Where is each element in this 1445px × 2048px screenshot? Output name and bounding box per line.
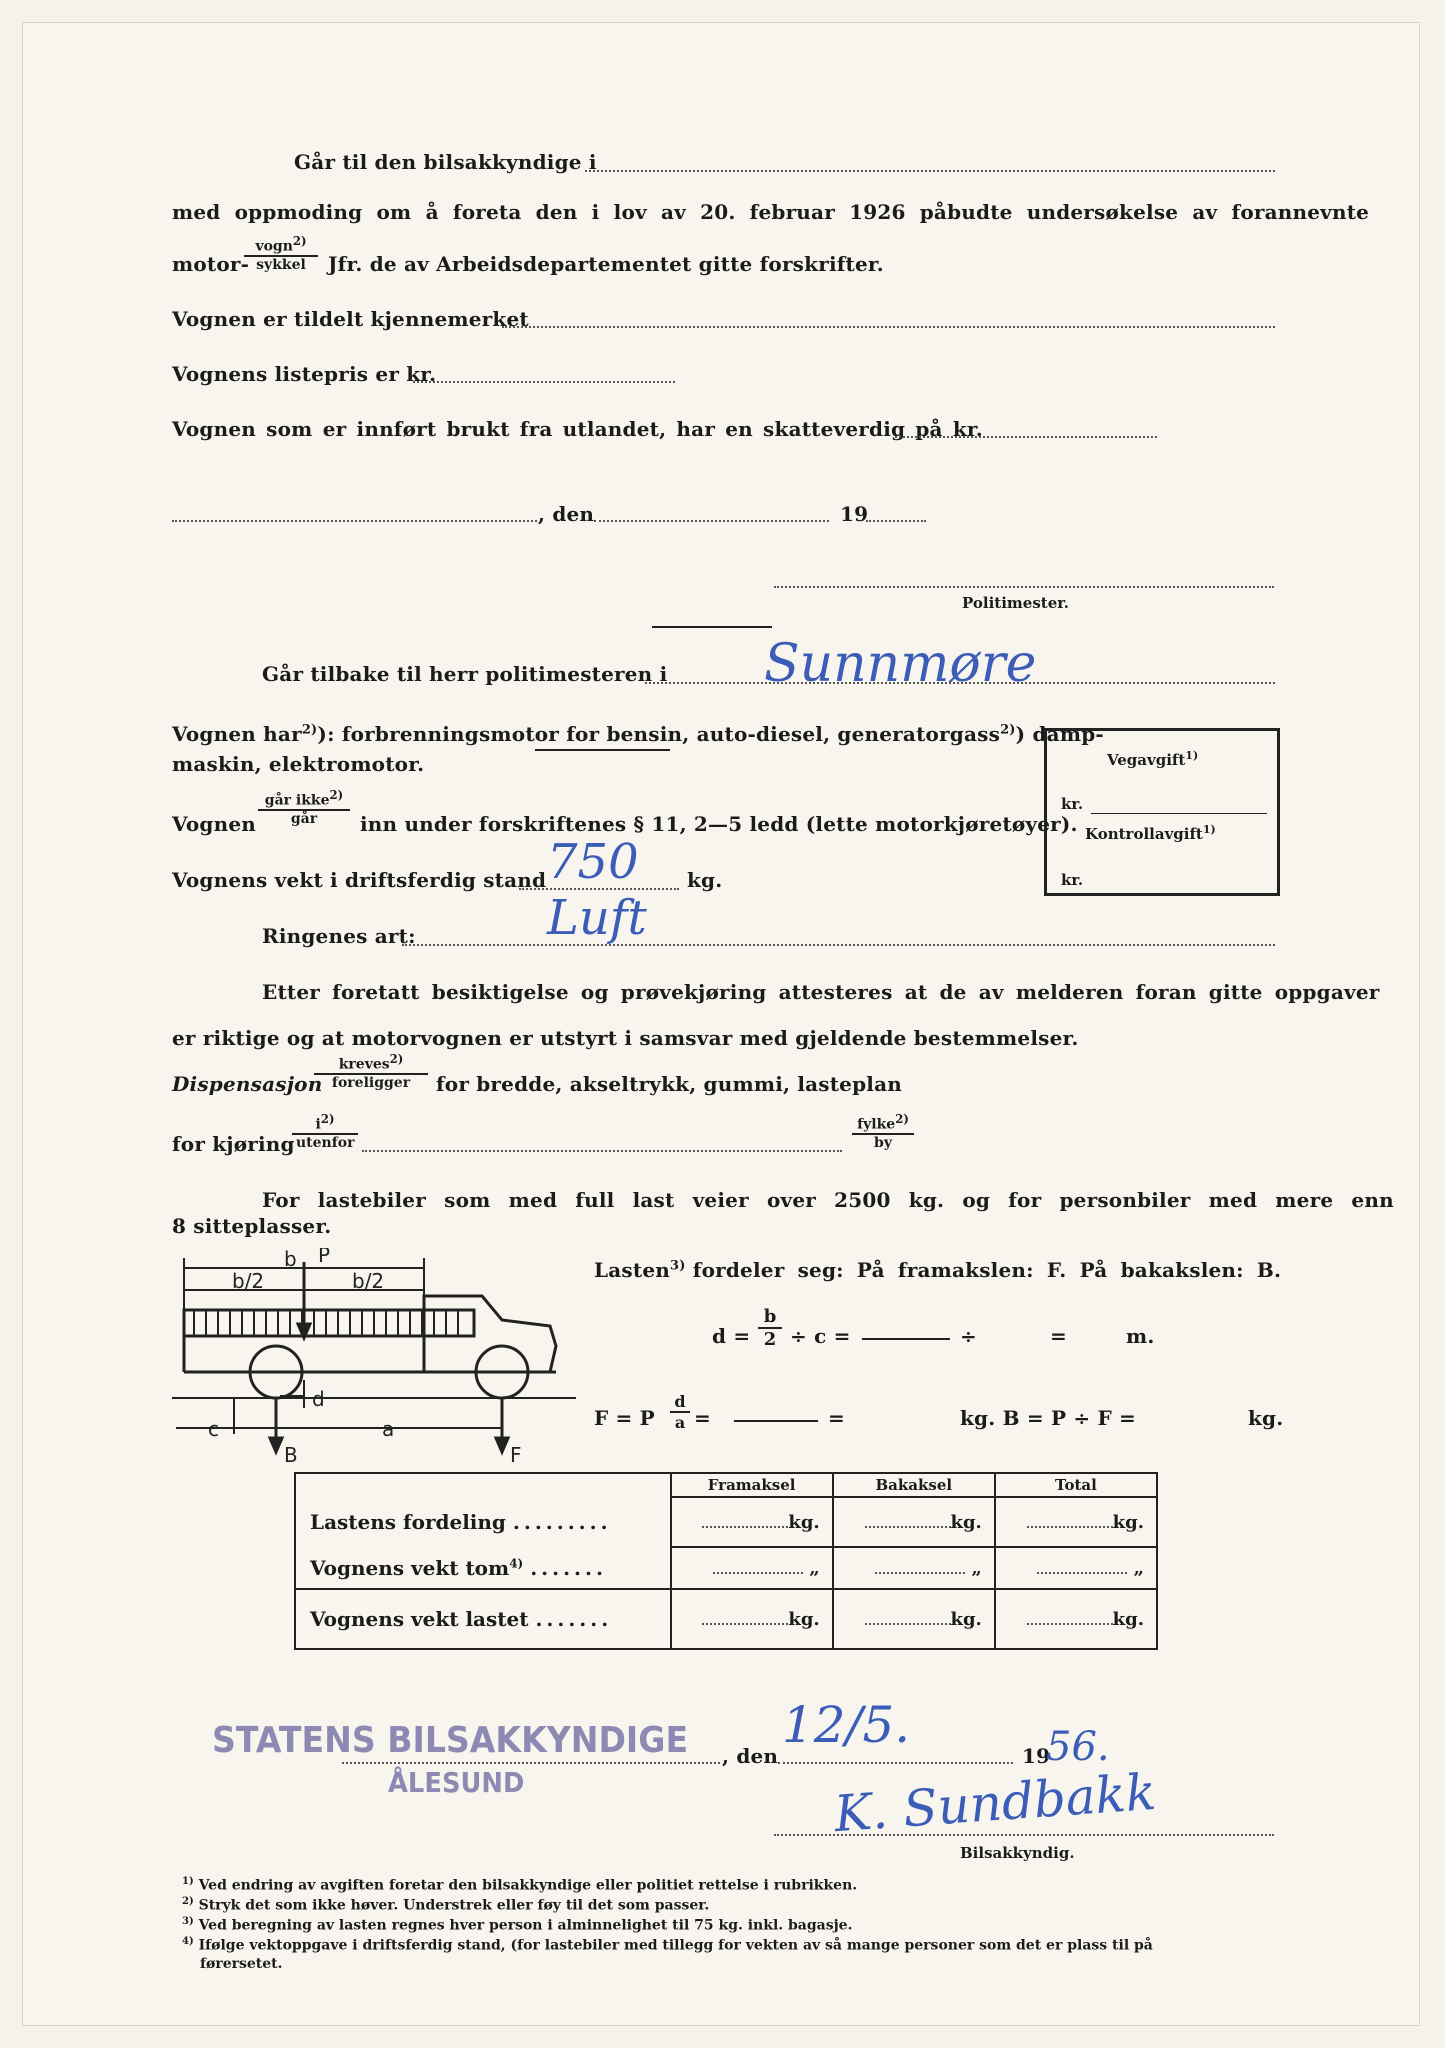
vognen-label: Vognen [172, 812, 257, 836]
kg-B-label: kg. B = P ÷ F = [960, 1406, 1136, 1430]
header-bakaksel: Bakaksel [833, 1473, 995, 1497]
handwritten-place: Sunnmøre [764, 634, 1037, 694]
oppmoding-line: med oppmoding om å foreta den i lov av 20. februar 1926 påbudte undersøkelse av forannevnte [172, 200, 1370, 224]
header-total: Total [995, 1473, 1157, 1497]
year-field[interactable] [866, 520, 926, 522]
fee-box [1044, 728, 1280, 896]
label-P: P [318, 1248, 331, 1267]
row-label: Lastens fordeling ......... [295, 1497, 671, 1547]
minus-c-label: ÷ c = [790, 1324, 851, 1348]
sign-year-handwritten: 56. [1046, 1724, 1110, 1770]
truck-cab [424, 1296, 556, 1372]
cell-framaksel[interactable]: „ [671, 1547, 833, 1589]
motor-prefix: motor- [172, 252, 250, 276]
cell-bakaksel[interactable]: „ [833, 1547, 995, 1589]
row-label: Vognens vekt tom$^{4)}$ ....... [295, 1547, 671, 1589]
vekt-label: Vognens vekt i driftsferdig stand [172, 868, 547, 892]
cell-total[interactable]: kg. [995, 1497, 1157, 1547]
sign-date-handwritten: 12/5. [782, 1696, 911, 1754]
F-eq-label: F = P [594, 1406, 655, 1430]
eq-sign-2: = [828, 1406, 845, 1430]
reaction-B-arrow [270, 1438, 282, 1452]
dispensasjon-label: Dispensasjon [172, 1072, 323, 1096]
sign-den-label: , den [722, 1744, 779, 1768]
load-distribution-table [294, 1472, 1158, 1650]
den-label: , den [538, 502, 595, 526]
header-framaksel: Framaksel [671, 1473, 833, 1497]
kontrollavgift-kr: kr. [1061, 871, 1084, 889]
form-sheet [22, 22, 1420, 2026]
F-value-line[interactable] [734, 1420, 818, 1422]
gaar-til-field[interactable] [585, 170, 1275, 172]
truck-load-diagram [172, 1248, 592, 1468]
lasten-line: Lasten$^{3)}$ fordeler seg: På framakslen: F. På bakakslen: B. [594, 1258, 1282, 1282]
vegavgift-field[interactable] [1091, 813, 1267, 814]
table-row [295, 1589, 1157, 1649]
bilsakkyndig-label: Bilsakkyndig. [960, 1844, 1075, 1862]
innfort-field[interactable] [895, 436, 1157, 438]
label-a: a [382, 1417, 395, 1441]
footnote-4: $^{4)}$ Ifølge vektoppgave i driftsferdig stand, (for lastebiler med tillegg for vekten av så mange personer som det er plass til på [182, 1936, 1153, 1954]
table-row [295, 1497, 1157, 1547]
year-prefix: 19 [840, 502, 869, 526]
gaar-til-label: Går til den bilsakkyndige i [294, 150, 597, 174]
d-over-a-fraction: $\frac{d}{a}$ [670, 1392, 690, 1432]
label-B: B [284, 1443, 298, 1467]
cell-bakaksel[interactable]: kg. [833, 1589, 995, 1649]
kjennemerke-field[interactable] [502, 326, 1275, 328]
innfort-label: Vognen som er innført brukt fra utlandet, har en skatteverdig på kr. [172, 417, 983, 441]
cell-framaksel[interactable]: kg. [671, 1589, 833, 1649]
footnote-2: $^{2)}$ Stryk det som ikke høver. Understrek eller føy til det som passer. [182, 1896, 710, 1914]
ringenes-label: Ringenes art: [262, 924, 416, 948]
ringenes-handwritten: Luft [547, 890, 647, 946]
vekt-handwritten: 750 [547, 834, 639, 890]
d-value-line[interactable] [862, 1338, 950, 1340]
kjoring-field[interactable] [362, 1150, 842, 1152]
kreves-fraction: kreves$^{2)}$ foreligger [314, 1052, 428, 1091]
kontrollavgift-label: Kontrollavgift$^{1)}$ [1085, 823, 1216, 843]
footnote-4-continued: førersetet. [200, 1956, 283, 1972]
vognen-har-line: Vognen har$^{2)}$): forbrenningsmotor for bensin, auto-diesel, generatorgass$^{2)}$) damp- [172, 722, 1104, 746]
for-kjoring-label: for kjøring [172, 1132, 295, 1156]
label-F: F [510, 1443, 522, 1467]
underline-for-bensin [535, 749, 670, 751]
vegavgift-label: Vegavgift$^{1)}$ [1107, 749, 1199, 769]
reaction-F-arrow [496, 1438, 508, 1452]
place-field[interactable] [172, 520, 537, 522]
div-sign: ÷ [960, 1324, 977, 1348]
gaar-fraction: går ikke$^{2)}$ går [258, 788, 350, 827]
F-eq-tail: = [694, 1406, 711, 1430]
label-b2-right: b/2 [352, 1269, 385, 1293]
label-d: d [312, 1387, 325, 1411]
label-b2-left: b/2 [232, 1269, 265, 1293]
table-row [295, 1547, 1157, 1589]
bilsakkyndig-signature: K. Sundbakk [832, 1762, 1158, 1844]
cell-total[interactable]: „ [995, 1547, 1157, 1589]
forskrift-text: inn under forskriftenes § 11, 2—5 ledd (lette motorkjøretøyer). [360, 812, 1078, 836]
separator-line [652, 626, 772, 628]
b-over-2-fraction: $\frac{b}{2}$ [758, 1306, 782, 1350]
stamp-alesund: ÅLESUND [388, 1766, 525, 1799]
cell-framaksel[interactable]: kg. [671, 1497, 833, 1547]
fylke-by-fraction: fylke$^{2)}$ by [852, 1112, 914, 1151]
eq-sign: = [1050, 1324, 1067, 1348]
ringenes-field[interactable] [402, 944, 1275, 946]
kg-end: kg. [1248, 1406, 1284, 1430]
sign-date-field[interactable] [778, 1762, 1013, 1764]
attest-line1: Etter foretatt besiktigelse og prøvekjøring attesteres at de av melderen foran gitte oppgaver [262, 980, 1380, 1004]
gaar-tilbake-label: Går tilbake til herr politimesteren i [262, 662, 668, 686]
vegavgift-kr: kr. [1061, 795, 1084, 813]
footnote-1: $^{1)}$ Ved endring av avgiften foretar den bilsakkyndige eller politiet rettelse i rubrikken. [182, 1876, 858, 1894]
vekt-kg: kg. [687, 868, 723, 892]
label-c: c [208, 1417, 219, 1441]
jfr-text: Jfr. de av Arbeidsdepartementet gitte forskrifter. [328, 252, 884, 276]
row-label: Vognens vekt lastet ....... [295, 1589, 671, 1649]
label-b: b [284, 1248, 297, 1271]
politimester-signature-field[interactable] [774, 586, 1274, 588]
attest-line2: er riktige og at motorvognen er utstyrt i samsvar med gjeldende bestemmelser. [172, 1026, 1079, 1050]
stamp-statens-bilsakkyndige: STATENS BILSAKKYNDIGE [212, 1720, 689, 1761]
sign-place-field[interactable] [342, 1762, 720, 1764]
load-bed [184, 1310, 474, 1336]
cell-bakaksel[interactable]: kg. [833, 1497, 995, 1547]
lastebiler-line1: For lastebiler som med full last veier over 2500 kg. og for personbiler med mere enn [262, 1188, 1394, 1212]
footnote-3: $^{3)}$ Ved beregning av lasten regnes hver person i alminnelighet til 75 kg. inkl. bagasje. [182, 1916, 853, 1934]
dispensasjon-tail: for bredde, akseltrykk, gummi, lasteplan [436, 1072, 902, 1096]
listepris-label: Vognens listepris er kr. [172, 362, 437, 386]
m-unit: m. [1126, 1324, 1155, 1348]
load-hatching [194, 1310, 458, 1336]
politimester-label: Politimester. [962, 594, 1069, 612]
lastebiler-line2: 8 sitteplasser. [172, 1214, 332, 1238]
motor-line2: maskin, elektromotor. [172, 752, 425, 776]
i-utenfor-fraction: $i^{2)}$ utenfor [292, 1112, 358, 1151]
cell-total[interactable]: kg. [995, 1589, 1157, 1649]
d-eq-label: d = [712, 1324, 751, 1348]
kjennemerke-label: Vognen er tildelt kjennemerket [172, 307, 529, 331]
vogn-sykkel-fraction: vogn$^{2)}$ sykkel [244, 234, 318, 273]
sign-year-prefix: 19 [1022, 1744, 1051, 1768]
date-field[interactable] [594, 520, 829, 522]
listepris-field[interactable] [413, 381, 675, 383]
